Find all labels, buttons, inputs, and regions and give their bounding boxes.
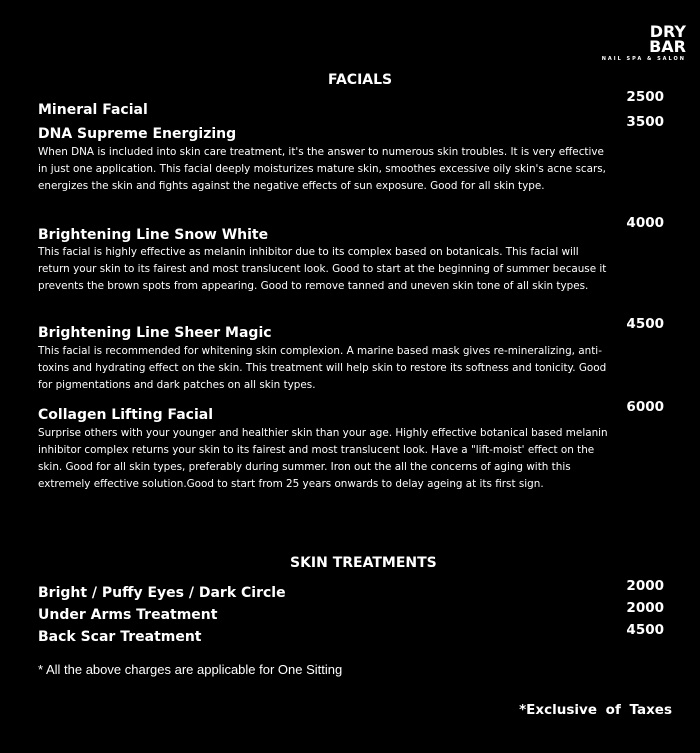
treatment-item-title: Under Arms Treatment (38, 607, 218, 623)
facial-item-description: This facial is highly effective as melanin inhibitor due to its complex based on botanicals. This facial will return your skin to its fairest and most translucent look. Good to start at the beginning of summer because it prevents the brown spots from appearing. Good to remove tanned and uneven skin tone of all skin types. (38, 246, 607, 292)
logo-line2: BAR (649, 37, 686, 56)
facial-item-price: 3500 (626, 114, 664, 130)
facials-heading: FACIALS (328, 72, 393, 88)
facial-item-description: This facial is recommended for whitening skin complexion. A marine based mask gives re-mineralizing, anti-toxins and hydrating effect on the skin. This treatment will help skin to restore its softness and tonicity. Good for pigmentations and dark patches on all skin types. (38, 345, 607, 391)
sitting-note: * All the above charges are applicable for One Sitting (38, 662, 343, 677)
facial-item-price: 4000 (626, 215, 664, 231)
facial-item-title: Brightening Line Snow White (38, 227, 269, 243)
facial-item-title: DNA Supreme Energizing (38, 126, 237, 142)
treatment-item-price: 2000 (626, 578, 664, 594)
brand-logo (602, 24, 686, 62)
facial-item-title: Collagen Lifting Facial (38, 407, 213, 423)
facial-item-price: 6000 (626, 399, 664, 415)
treatment-item-price: 4500 (626, 622, 664, 638)
treatment-item-title: Back Scar Treatment (38, 629, 202, 645)
facial-item-price: 2500 (626, 89, 664, 105)
tax-note: *Exclusive of Taxes (519, 702, 672, 718)
treatment-item-title: Bright / Puffy Eyes / Dark Circle (38, 585, 286, 601)
facial-item-title: Mineral Facial (38, 102, 148, 118)
treatment-item-price: 2000 (626, 600, 664, 616)
facial-item-price: 4500 (626, 316, 664, 332)
facial-item-title: Brightening Line Sheer Magic (38, 325, 272, 341)
logo-line1: DRY (649, 22, 686, 41)
facial-item-description: When DNA is included into skin care treatment, it's the answer to numerous skin troubles. It is very effective in just one application. This facial deeply moisturizes mature skin, smoothes excessive oily skin's acne scars, energizes the skin and fights against the negative effects of sun exposure. Good for all skin type. (38, 146, 606, 192)
skin-treatments-heading: SKIN TREATMENTS (290, 555, 437, 571)
logo-tagline: NAIL SPA & SALON (601, 56, 686, 62)
facial-item-description: Surprise others with your younger and healthier skin than your age. Highly effective botanical based melanin inhibitor complex returns your skin to its fairest and most translucent look. Have a "lift-moist' effect on the skin. Good for all skin types, preferably during summer. Iron out the all the concerns of aging with this extremely effective solution.Good to start from 25 years onwards to delay ageing at its first sign. (38, 427, 608, 490)
